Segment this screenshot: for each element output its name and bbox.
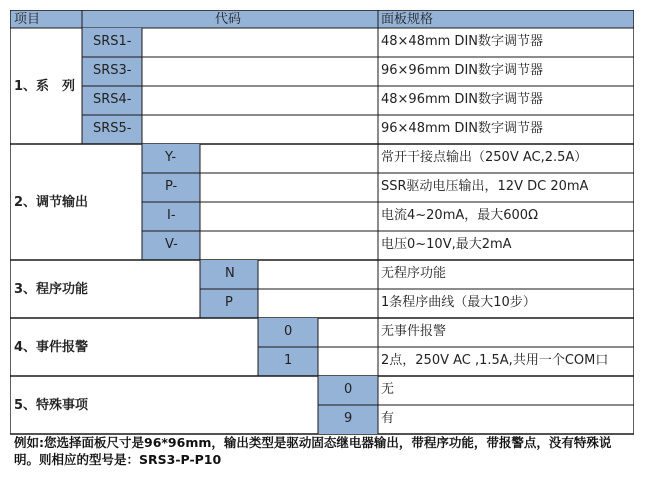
code-cell: V-	[165, 237, 178, 252]
spec-cell: 2点，250V AC ,1.5A,共用一个COM口	[381, 353, 609, 368]
spec-cell: 电流4~20mA，最大600Ω	[381, 208, 539, 223]
example-note: 例如:您选择面板尺寸是96*96mm，输出类型是驱动固态继电器输出，带程序功能，带报警点，没有特殊说明。则相应的型号是：SRS3-P-P10	[14, 435, 612, 467]
spec-cell: 48×48mm DIN数字调节器	[381, 34, 544, 49]
spec-cell: 无程序功能	[381, 266, 447, 281]
code-cell: 9	[344, 411, 353, 426]
code-cell: SRS5-	[93, 121, 132, 136]
code-cell: I-	[167, 208, 176, 223]
header-row-bg	[10, 10, 634, 28]
code-cell: Y-	[165, 150, 177, 165]
spec-cell: 1条程序曲线（最大10步）	[381, 295, 536, 310]
code-cell: SRS3-	[93, 63, 132, 78]
code-cell: N	[225, 266, 235, 281]
header-code-label: 代码	[215, 12, 242, 27]
spec-cell: 48×96mm DIN数字调节器	[381, 92, 544, 107]
section-label-control-output: 2、调节输出	[14, 195, 89, 210]
model-selection-table	[10, 10, 634, 452]
spec-cell: 96×48mm DIN数字调节器	[381, 121, 544, 136]
spec-cell: 96×96mm DIN数字调节器	[381, 63, 544, 78]
spec-cell: SSR驱动电压输出，12V DC 20mA	[381, 179, 589, 194]
section-label-series: 1、系 列	[14, 79, 76, 94]
spec-cell: 无事件报警	[381, 324, 447, 339]
code-cell: 0	[344, 382, 353, 397]
code-cell: 0	[284, 324, 293, 339]
spec-cell: 有	[381, 411, 395, 426]
section-label-special-items: 5、特殊事项	[14, 398, 89, 413]
section-label-program-function: 3、程序功能	[14, 282, 89, 297]
code-cell: SRS1-	[93, 34, 132, 49]
header-item-label: 项目	[14, 12, 41, 27]
header-panel-spec-label: 面板规格	[381, 12, 434, 27]
code-cell: P-	[165, 179, 178, 194]
spec-cell: 电压0~10V,最大2mA	[381, 237, 512, 252]
code-cell: 1	[284, 353, 293, 368]
section-label-event-alarm: 4、事件报警	[14, 340, 89, 355]
spec-cell: 常开干接点输出（250V AC,2.5A）	[381, 150, 588, 165]
spec-cell: 无	[381, 382, 395, 397]
code-cell: P	[225, 295, 233, 310]
code-cell: SRS4-	[93, 92, 132, 107]
